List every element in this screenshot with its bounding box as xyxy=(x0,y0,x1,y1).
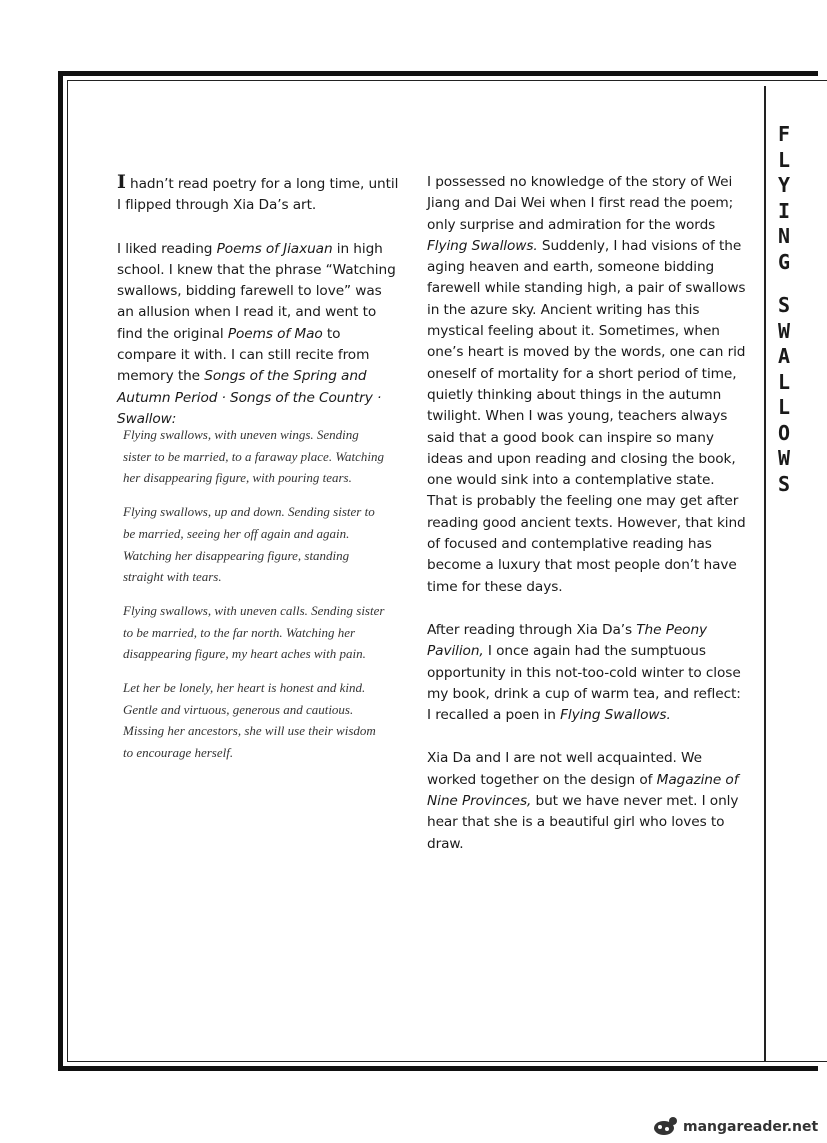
right-column xyxy=(427,172,747,877)
text-run: I once again had the sumptuous opportunity in this not-too-cold winter to close my book, drink a cup of warm tea, and reflect: I recalled a poen in xyxy=(427,643,741,724)
poem-stanza: Flying swallows, up and down. Sending sister to be married, seeing her off again and again. Watching her disappearing figure, standing straight with tears. xyxy=(123,504,375,585)
watermark-icon xyxy=(651,1114,681,1138)
title-letter: I xyxy=(777,198,791,223)
paragraph-poems xyxy=(117,239,402,431)
title-letter: G xyxy=(777,249,791,274)
book-title: Poems of Jiaxuan xyxy=(216,240,333,257)
text-run: but we have never met. I only hear that she is a beautiful girl who loves to draw. xyxy=(427,793,739,852)
book-title: The Peony Pavilion, xyxy=(427,621,708,660)
title-letter: Y xyxy=(777,173,791,197)
poem-stanza: Flying swallows, with uneven calls. Sending sister to be married, to the far north. Watching her disappearing figure, my heart aches with pain. xyxy=(123,602,385,662)
text-run: in high school. I knew that the phrase “Watching swallows, bidding farewell to love” was an allusion when I read it, and went to find the original xyxy=(117,240,396,342)
paragraph-reflection xyxy=(427,172,747,598)
book-title: Flying Swallows. xyxy=(427,237,538,254)
title-letter: O xyxy=(777,420,791,445)
text-run: Suddenly, I had visions of the aging heaven and earth, someone bidding farewell while standing high, a pair of swallows in the azure sky. Ancient writing has this mystical feeling about it. Sometimes, when one’s heart is moved by the words, one can rid oneself of mortality for a short period of time, quietly thinking about things in the autumn twilight. When I was young, teachers always said that a good book can inspire so many ideas and upon reading and closing the book, one would sink into a contemplative state. That is probably the feeling one may get after reading good ancient texts. However, that kind of focused and contemplative reading has become a luxury that most people don’t have time for these days. xyxy=(427,237,746,595)
title-letter: W xyxy=(777,446,791,470)
text-run: After reading through Xia Da’s xyxy=(427,621,637,638)
poem-stanza: Let her be lonely, her heart is honest and kind. Gentle and virtuous, generous and cautious. Missing her ancestors, she will use their wisdom to encourage herself. xyxy=(123,680,376,761)
title-letter: S xyxy=(777,293,791,317)
side-divider xyxy=(764,86,766,1062)
title-letter: A xyxy=(777,344,791,368)
book-title: Magazine of Nine Provinces, xyxy=(427,771,739,810)
title-letter: S xyxy=(777,471,791,496)
poem-stanza: Flying swallows, with uneven wings. Sending sister to be married, to a faraway place. Watching her disappearing figure, with pouring tears. xyxy=(123,427,384,486)
title-letter: N xyxy=(777,224,791,248)
watermark-text: mangareader.net xyxy=(683,1119,819,1135)
title-letter: L xyxy=(777,395,791,419)
title-letter: W xyxy=(777,318,791,343)
left-column xyxy=(117,172,402,452)
paragraph-intro xyxy=(117,172,402,217)
text-run: I liked reading xyxy=(117,240,217,257)
drop-cap: I xyxy=(117,171,126,193)
book-title: Poems of Mao xyxy=(227,325,323,342)
title-letter: F xyxy=(777,122,791,146)
vertical-title xyxy=(768,122,800,497)
paragraph-peony xyxy=(427,620,747,726)
title-gap xyxy=(768,275,800,293)
title-letter: L xyxy=(777,369,791,394)
book-title: Songs of the Spring and Autumn Period · Songs of the Country · Swallow: xyxy=(117,368,382,427)
poem-stanzas xyxy=(121,424,386,776)
text-run: to compare it with. I can still recite from memory the xyxy=(117,325,370,385)
paragraph-acquaintance xyxy=(427,748,747,854)
text-run: Xia Da and I are not well acquainted. We worked together on the design of xyxy=(427,750,702,788)
title-letter: L xyxy=(777,147,791,172)
text-run: I possessed no knowledge of the story of Wei Jiang and Dai Wei when I first read the poem; only surprise and admiration for the words xyxy=(427,174,734,233)
book-title: Flying Swallows. xyxy=(560,707,671,724)
paragraph-text: hadn’t read poetry for a long time, until I flipped through Xia Da’s art. xyxy=(117,176,399,214)
